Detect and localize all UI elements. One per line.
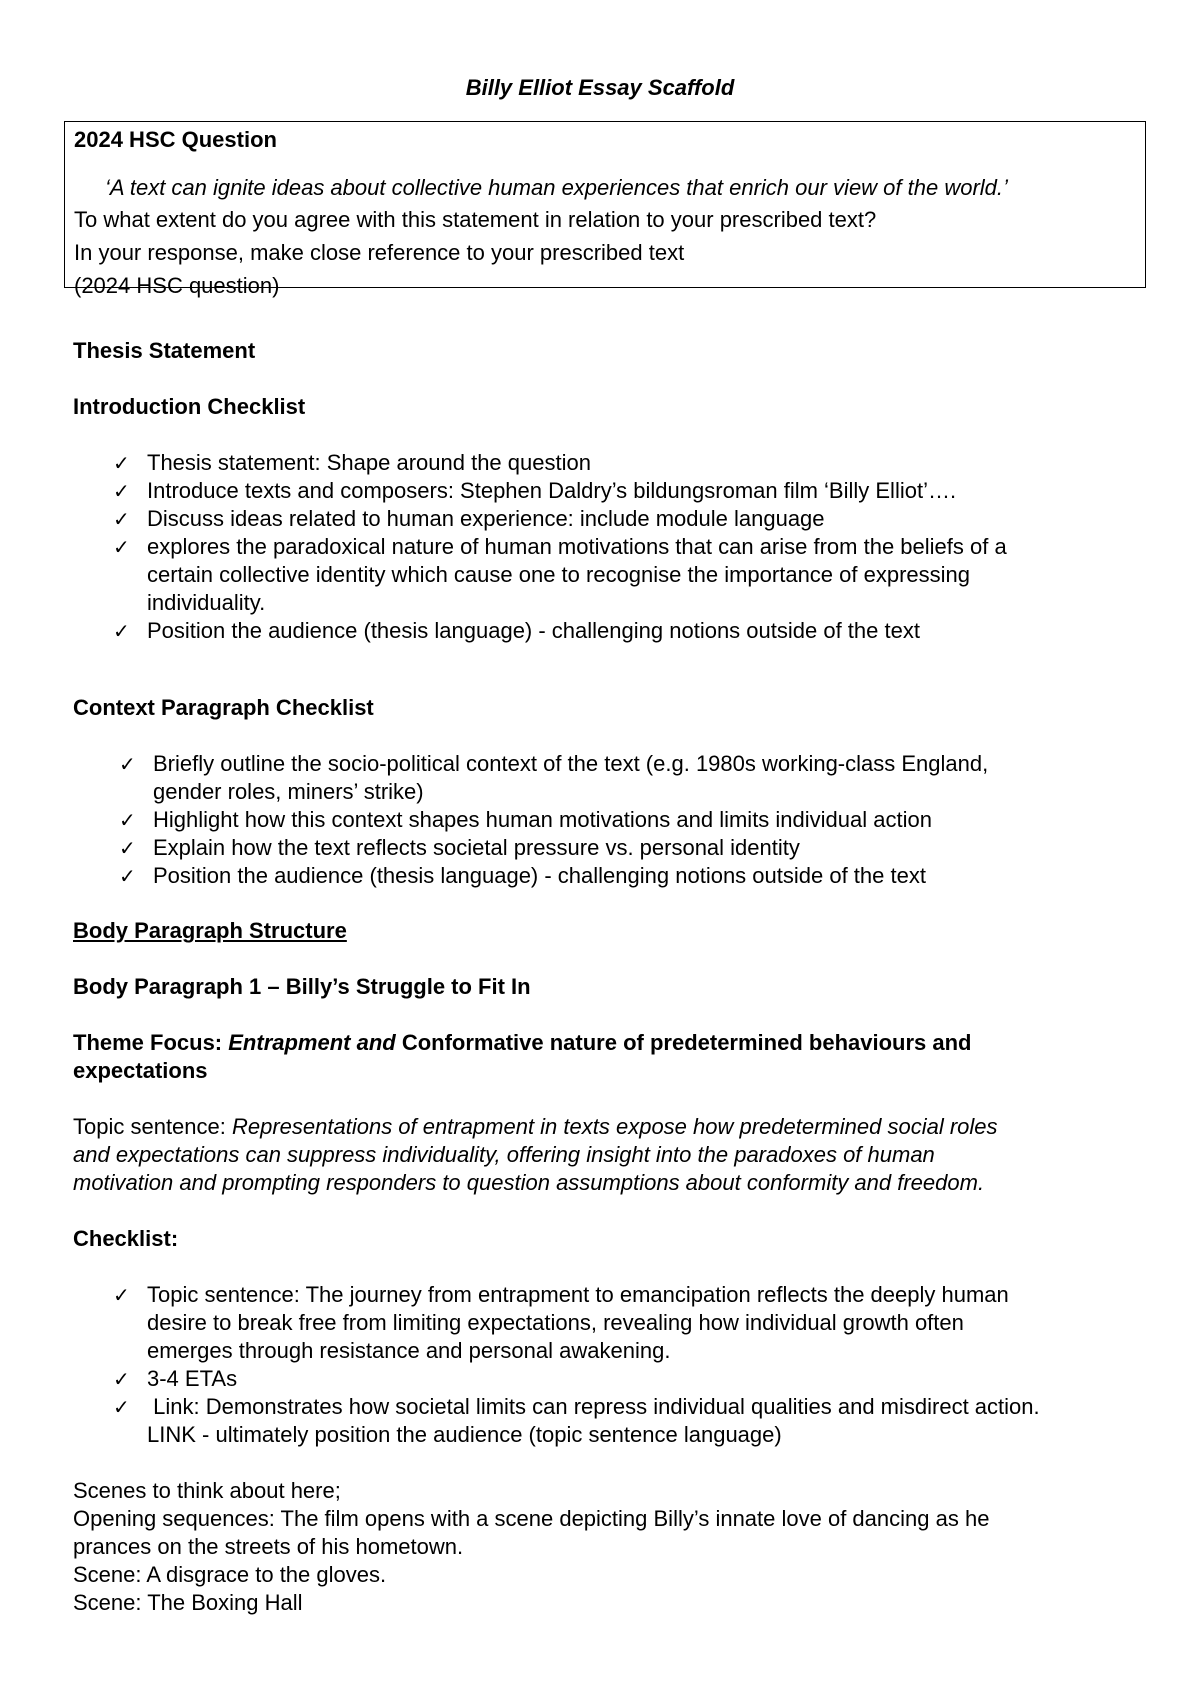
question-box-title: 2024 HSC Question — [74, 127, 277, 152]
checklist-item-text: Thesis statement: Shape around the question — [147, 450, 591, 475]
question-line-2: In your response, make close reference to your prescribed text — [74, 240, 685, 265]
context-heading: Context Paragraph Checklist — [73, 695, 374, 720]
theme-focus-label: Theme Focus: — [73, 1030, 229, 1055]
checklist-item-text: LINK - ultimately position the audience (topic sentence language) — [147, 1422, 782, 1447]
checklist-item-text: Position the audience (thesis language) - challenging notions outside of the text — [147, 618, 920, 643]
checkmark-icon: ✓ — [119, 808, 136, 832]
question-quote: ‘A text can ignite ideas about collective human experiences that enrich our view of the world.’ — [105, 175, 1008, 200]
checklist-item-text: Briefly outline the socio-political context of the text (e.g. 1980s working-class England, — [153, 751, 989, 776]
checklist-item — [119, 862, 988, 890]
checklist-item-text: certain collective identity which cause one to recognise the importance of expressing — [147, 562, 971, 587]
checklist-item — [119, 750, 988, 806]
checkmark-icon: ✓ — [113, 1283, 130, 1307]
checklist-item — [113, 617, 1007, 645]
topic-sentence-text-2: and expectations can suppress individuality, offering insight into the paradoxes of human — [73, 1142, 935, 1167]
context-checklist — [119, 750, 988, 890]
checklist-item-text: Discuss ideas related to human experience: include module language — [147, 506, 825, 531]
checklist-item-text: explores the paradoxical nature of human motivations that can arise from the beliefs of a — [147, 534, 1007, 559]
introduction-checklist — [113, 449, 1007, 645]
checklist-item — [113, 1393, 1040, 1449]
question-line-1: To what extent do you agree with this statement in relation to your prescribed text? — [74, 207, 877, 232]
checklist-item-text: gender roles, miners’ strike) — [153, 779, 424, 804]
scene-opening-line-2: prances on the streets of his hometown. — [73, 1534, 464, 1559]
body-structure-heading: Body Paragraph Structure — [73, 918, 347, 943]
checklist-item-text: Explain how the text reflects societal pressure vs. personal identity — [153, 835, 800, 860]
checkmark-icon: ✓ — [119, 752, 136, 776]
checkmark-icon: ✓ — [113, 507, 130, 531]
body1-checklist-heading: Checklist: — [73, 1226, 179, 1251]
question-box — [64, 121, 1146, 298]
checklist-item — [113, 505, 1007, 533]
checklist-item-text: Introduce texts and composers: Stephen Daldry’s bildungsroman film ‘Billy Elliot’…. — [147, 478, 957, 503]
theme-focus-italic: Entrapment and — [228, 1030, 396, 1055]
checklist-item — [113, 449, 1007, 477]
introduction-heading: Introduction Checklist — [73, 394, 306, 419]
checklist-item — [113, 533, 1007, 617]
checklist-item — [113, 1281, 1040, 1365]
scene-disgrace-gloves: Scene: A disgrace to the gloves. — [73, 1562, 387, 1587]
checklist-item-text: Position the audience (thesis language) - challenging notions outside of the text — [153, 863, 926, 888]
checkmark-icon: ✓ — [113, 619, 130, 643]
topic-sentence-text-3: motivation and prompting responders to question assumptions about conformity and freedom. — [73, 1170, 985, 1195]
checkmark-icon: ✓ — [119, 864, 136, 888]
checkmark-icon: ✓ — [119, 836, 136, 860]
checklist-item-text: emerges through resistance and personal awakening. — [147, 1338, 671, 1363]
topic-sentence-line-1 — [73, 1113, 998, 1141]
thesis-heading: Thesis Statement — [73, 338, 256, 363]
scenes-intro: Scenes to think about here; — [73, 1478, 341, 1503]
checklist-item-text: desire to break free from limiting expectations, revealing how individual growth often — [147, 1310, 964, 1335]
checklist-item-text: individuality. — [147, 590, 266, 615]
theme-focus-line-1 — [73, 1029, 972, 1057]
scene-opening-line-1: Opening sequences: The film opens with a scene depicting Billy’s innate love of dancing as he — [73, 1506, 990, 1531]
checklist-item-text: Topic sentence: The journey from entrapment to emancipation reflects the deeply human — [147, 1282, 1009, 1307]
theme-focus-line-2: expectations — [73, 1058, 208, 1083]
topic-sentence-label: Topic sentence: — [73, 1114, 232, 1139]
checklist-item — [119, 806, 988, 834]
document-title: Billy Elliot Essay Scaffold — [465, 75, 735, 100]
topic-sentence-text-1: Representations of entrapment in texts expose how predetermined social roles — [231, 1114, 998, 1139]
body1-heading: Body Paragraph 1 – Billy’s Struggle to Fit In — [73, 974, 531, 999]
checkmark-icon: ✓ — [113, 479, 130, 503]
question-line-3: (2024 HSC question) — [74, 273, 280, 298]
checkmark-icon: ✓ — [113, 535, 130, 559]
checklist-item — [113, 477, 1007, 505]
checklist-item — [113, 1365, 1040, 1393]
theme-focus-rest: Conformative nature of predetermined behaviours and — [395, 1030, 972, 1055]
scene-boxing-hall: Scene: The Boxing Hall — [73, 1590, 303, 1615]
checklist-item-text: 3-4 ETAs — [147, 1366, 238, 1391]
checkmark-icon: ✓ — [113, 451, 130, 475]
checklist-item-text: Highlight how this context shapes human motivations and limits individual action — [153, 807, 932, 832]
body1-checklist — [113, 1281, 1040, 1449]
checklist-item — [119, 834, 988, 862]
checklist-item-text: Link: Demonstrates how societal limits can repress individual qualities and misdirect action. — [147, 1394, 1040, 1419]
checkmark-icon: ✓ — [113, 1367, 130, 1391]
checkmark-icon: ✓ — [113, 1395, 130, 1419]
